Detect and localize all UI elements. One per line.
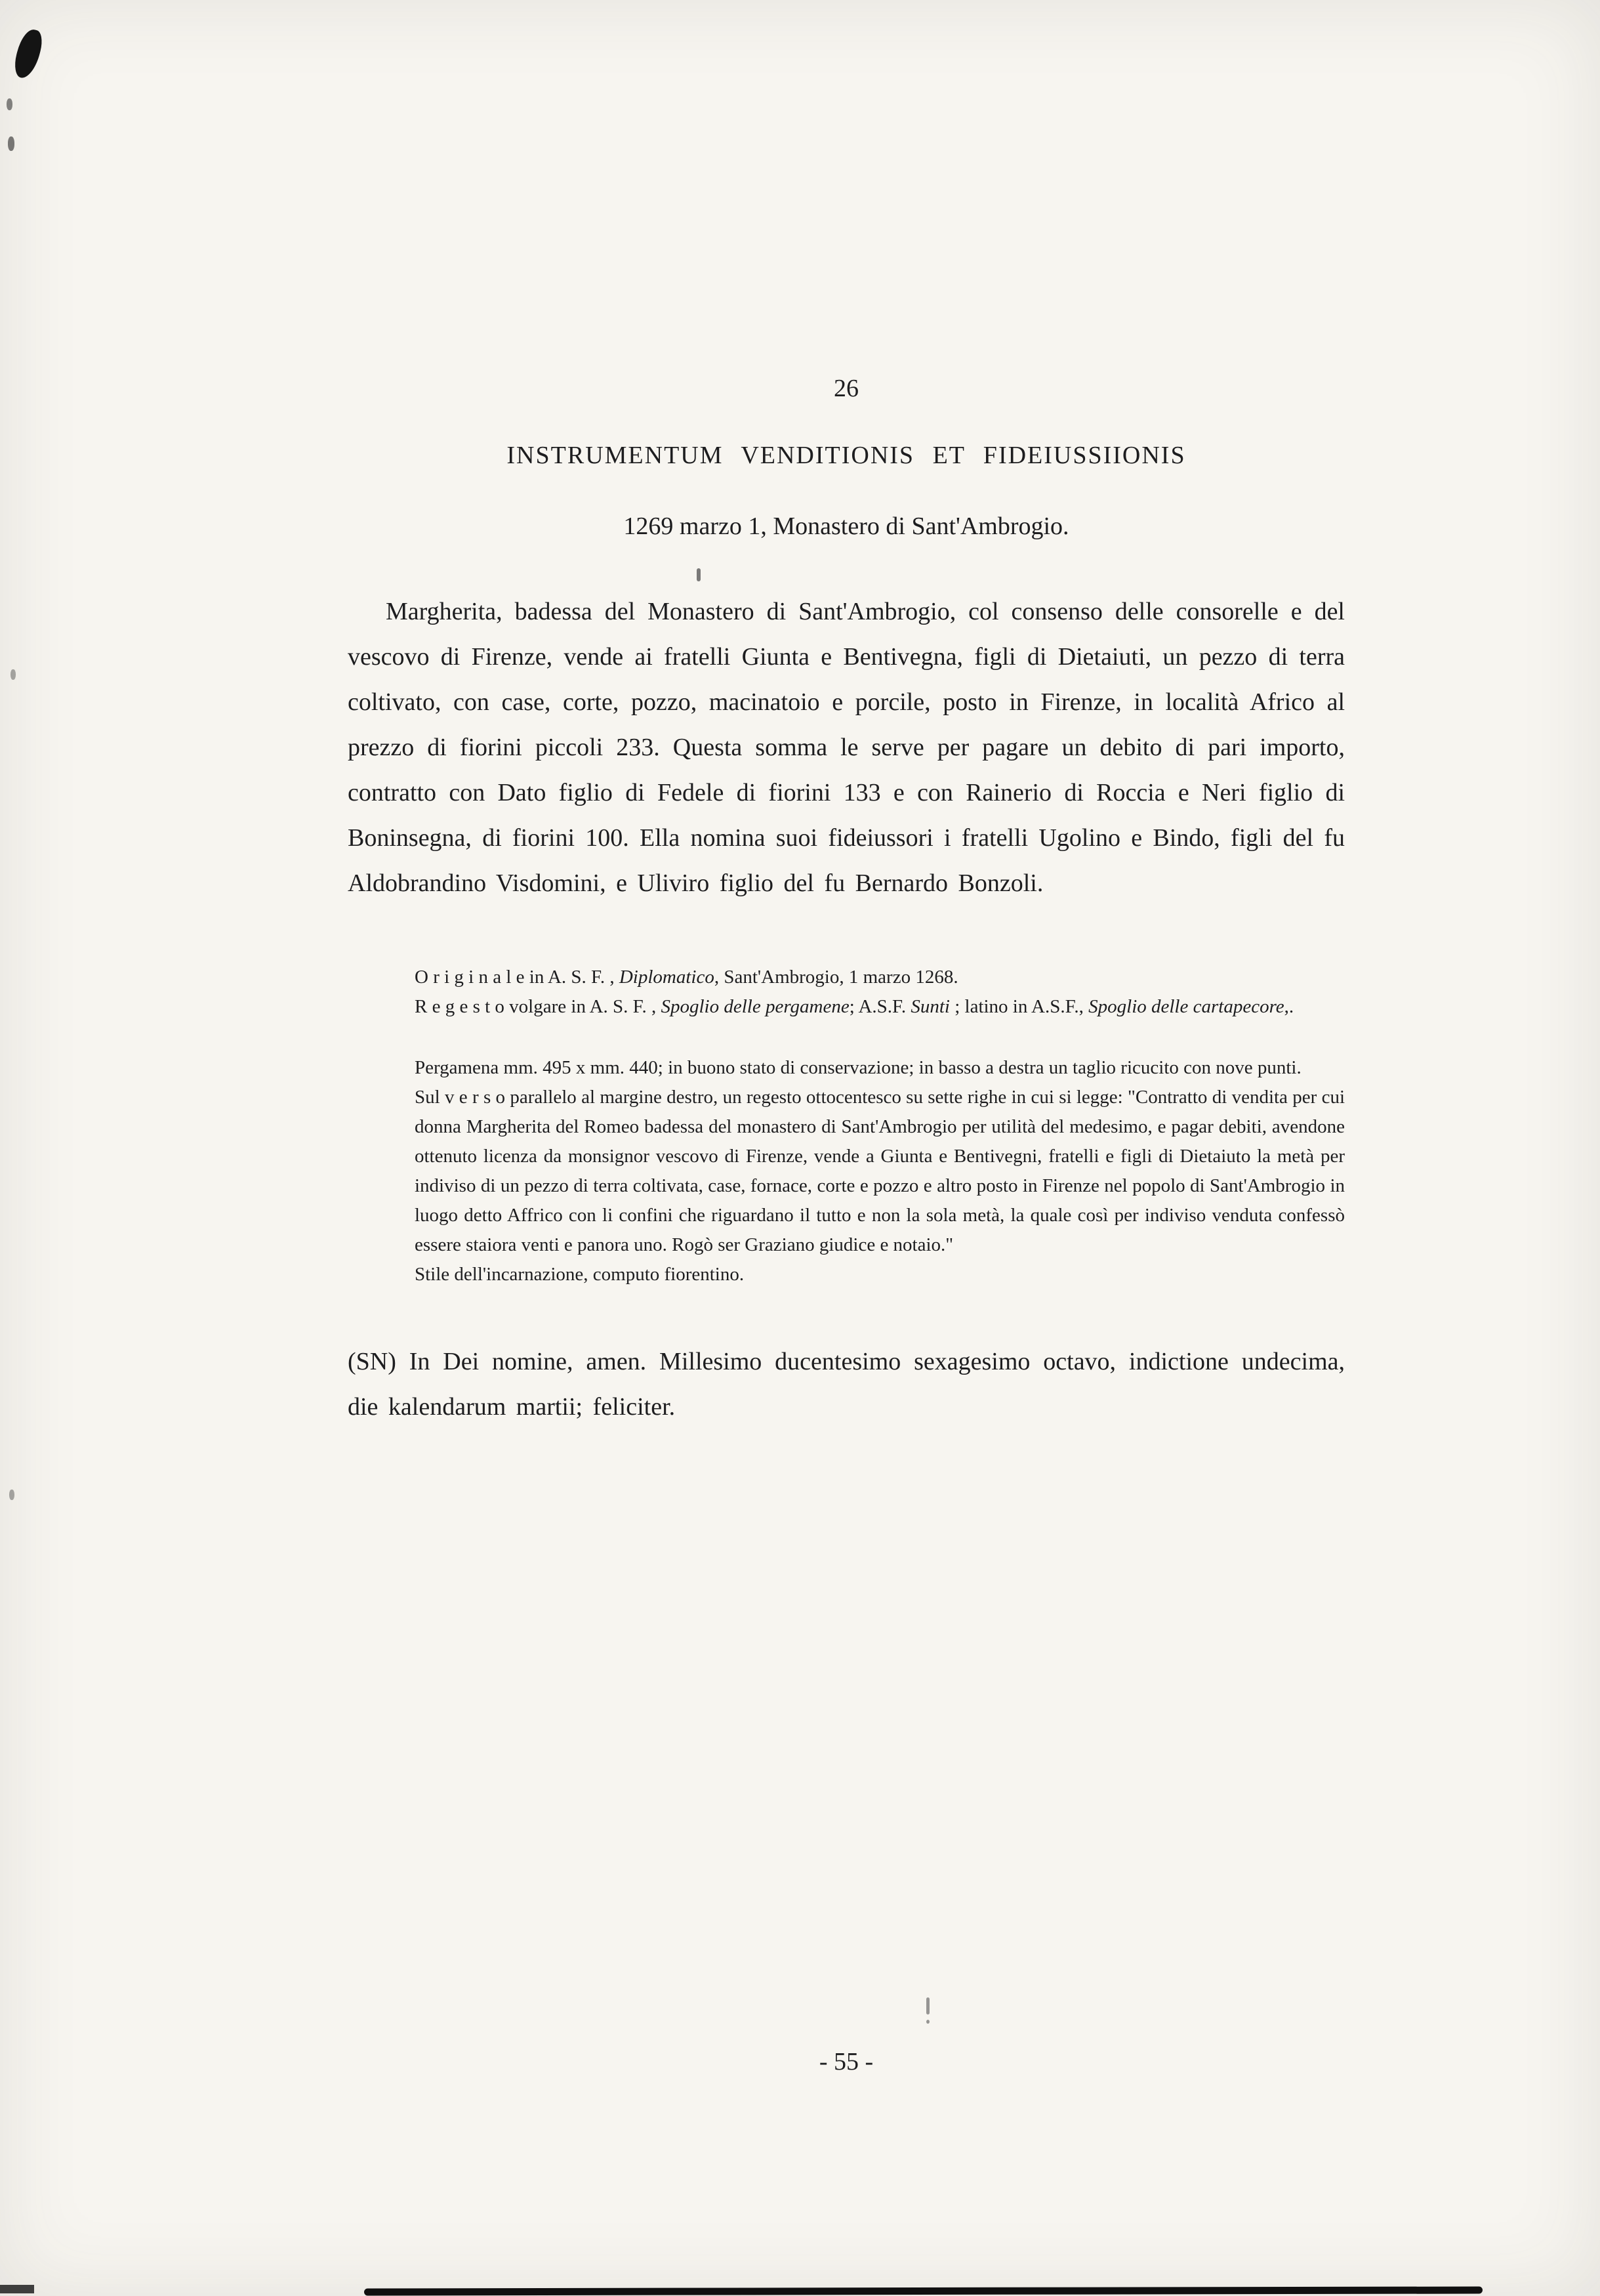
verso-spaced-word: v e r s o xyxy=(445,1087,506,1108)
source-originale-text: O r i g i n a l e in A. S. F. , xyxy=(415,967,619,988)
scan-artifact-mark xyxy=(926,2020,930,2024)
style-note: Stile dell'incarnazione, computo fiorentino. xyxy=(415,1264,745,1285)
document-number: 26 xyxy=(834,375,859,402)
source-originale-date: , Sant'Ambrogio, 1 marzo 1268. xyxy=(714,967,958,988)
verso-text-lead: Sul xyxy=(415,1087,445,1108)
document-title: INSTRUMENTUM VENDITIONIS ET FIDEIUSSIIONIS xyxy=(506,442,1186,469)
page-content xyxy=(348,374,1345,1430)
scan-artifact-speck xyxy=(7,98,12,110)
document-dateline: 1269 marzo 1, Monastero di Sant'Ambrogio. xyxy=(623,512,1069,540)
scan-artifact-bottom-left xyxy=(0,2285,34,2293)
source-note-originale xyxy=(415,963,1345,992)
source-regesto-fond1: Spoglio delle pergamene xyxy=(661,996,850,1017)
scan-artifact-top-left xyxy=(11,27,45,81)
source-originale-fond: Diplomatico xyxy=(619,967,714,988)
footer-page-number: - 55 - xyxy=(819,2048,874,2076)
scan-artifact-speck xyxy=(8,136,14,151)
source-note-regesto xyxy=(415,992,1345,1022)
physical-description xyxy=(415,1053,1345,1289)
scan-artifact-bottom-bar xyxy=(364,2287,1483,2296)
scan-artifact-speck xyxy=(9,1490,14,1500)
transcription-opening: (SN) In Dei nomine, amen. Millesimo ducentesimo sexagesimo octavo, indictione undecima, die kalendarum martii; feliciter. xyxy=(348,1348,1345,1421)
scan-artifact-speck xyxy=(10,669,16,680)
source-regesto-fond3: Spoglio delle cartapecore xyxy=(1088,996,1284,1017)
verso-text-body: parallelo al margine destro, un regesto ottocentesco su sette righe in cui si legge: "Contratto di vendita per cui donna Margherita del Romeo badessa del monastero di Sant'Ambrogio per utilità del medesimo, e pagar debiti, avendone ottenuto licenza da monsignor vescovo di Firenze, vende a Giunta e Bentivegni, fratelli e figli di Dietaiuto la metà per indiviso di un pezzo di terra coltivata, case, fornace, corte e pozzo e altro posto in Firenze nel popolo di Sant'Ambrogio in luogo detto Affrico con li confini che riguardano il tutto e non la sola metà, la quale così per indiviso venduta confessò essere staiora venti e panora uno. Rogò ser Graziano giudice e notaio." xyxy=(415,1087,1345,1255)
summary-paragraph: Margherita, badessa del Monastero di Sant'Ambrogio, col consenso delle consorelle e del vescovo di Firenze, vende ai fratelli Giunta e Bentivegna, figli di Dietaiuti, un pezzo di terra coltivato, con case, corte, pozzo, macinatoio e porcile, posto in Firenze, in località Africo al prezzo di fiorini piccoli 233. Questa somma le serve per pagare un debito di pari importo, contratto con Dato figlio di Fedele di fiorini 133 e con Rainerio di Roccia e Neri figlio di Boninsegna, di fiorini 100. Ella nomina suoi fideiussori i fratelli Ugolino e Bindo, figli del fu Aldobrandino Visdomini, e Uliviro figlio del fu Bernardo Bonzoli. xyxy=(348,598,1345,897)
source-regesto-text1: R e g e s t o volgare in A. S. F. , xyxy=(415,996,661,1017)
verso-description xyxy=(415,1083,1345,1260)
parchment-description: Pergamena mm. 495 x mm. 440; in buono stato di conservazione; in basso a destra un taglio ricucito con nove punti. xyxy=(415,1057,1302,1078)
source-regesto-text4: ,. xyxy=(1284,996,1294,1017)
source-regesto-fond2: Sunti xyxy=(911,996,950,1017)
source-regesto-text2: ; A.S.F. xyxy=(849,996,911,1017)
scan-artifact-mark xyxy=(926,1997,930,2014)
source-regesto-text3: ; latino in A.S.F., xyxy=(949,996,1089,1017)
source-notes xyxy=(415,963,1345,1022)
